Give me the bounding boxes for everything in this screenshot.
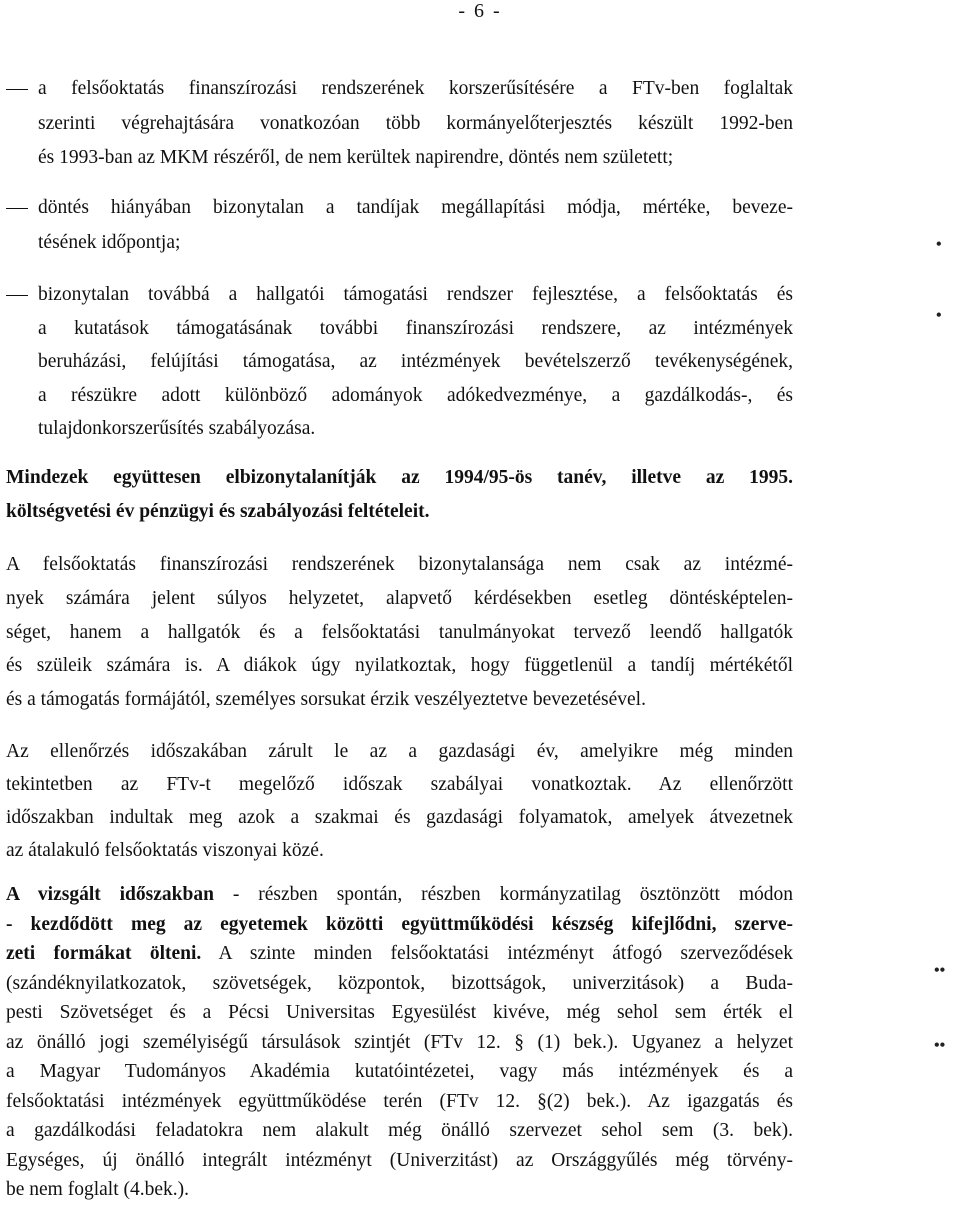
paragraph-line: felsőoktatási intézmények együttműködése terén (FTv 12. §(2) bek.). Az igazgatás és [6, 1090, 793, 1112]
paragraph-line: nyek számára jelent súlyos helyzetet, alapvető kérdésekben esetleg döntésképtelen- [6, 588, 793, 609]
bullet-line: a felsőoktatás finanszírozási rendszerének korszerűsítésére a FTv-ben foglaltak [6, 77, 793, 101]
emphasis-text: A vizsgált időszakban [6, 884, 214, 905]
paragraph-line: zeti formákat ölteni. A szinte minden felsőoktatási intézményt átfogó szerveződések [6, 943, 793, 964]
dash-icon [6, 295, 28, 296]
bullet-line: és 1993-ban az MKM részéről, de nem kerültek napirendre, döntés nem született; [38, 147, 674, 168]
paragraph-line: és szüleik számára is. A diákok úgy nyilatkoztak, hogy függetlenül a tandíj mértékétől [6, 655, 793, 676]
bullet-line: szerinti végrehajtására vonatkozóan több kormányelőterjesztés készült 1992-ben [38, 113, 793, 134]
paragraph-line: A vizsgált időszakban - részben spontán, részben kormányzatilag ösztönzött módon [6, 884, 793, 905]
summary-line: Mindezek együttesen elbizonytalanítják az 1994/95-ös tanév, illetve az 1995. [6, 467, 793, 488]
bullet-line: beruházási, felújítási támogatása, az intézmények bevételszerző tevékenységének, [38, 351, 793, 372]
margin-mark: •• [934, 1037, 946, 1054]
paragraph-line: pesti Szövetséget és a Pécsi Universitas Egyesülést kivéve, még sehol sem érték el [6, 1002, 793, 1023]
margin-mark: •• [934, 962, 946, 979]
dash-icon [6, 208, 28, 209]
dash-icon [6, 89, 28, 90]
paragraph-line: az önálló jogi személyiségű társulások szintjét (FTv 12. § (1) bek.). Ugyanez a helyzet [6, 1031, 793, 1053]
bullet-line: bizonytalan továbbá a hallgatói támogatási rendszer fejlesztése, a felsőoktatás és [6, 283, 793, 307]
page-number: - 6 - [458, 0, 502, 22]
bullet-line: a kutatások támogatásának további finanszírozási rendszere, az intézmények [38, 318, 793, 339]
bullet-line: tulajdonkorszerűsítés szabályozása. [38, 418, 316, 439]
paragraph-line: Egységes, új önálló integrált intézményt (Univerzitást) az Országgyűlés még törvény- [6, 1149, 793, 1171]
emphasis-text: zeti formákat ölteni. [6, 943, 202, 964]
margin-mark: • [936, 307, 942, 324]
paragraph-line: A felsőoktatás finanszírozási rendszerének bizonytalansága nem csak az intézmé- [6, 554, 793, 575]
paragraph-line: tekintetben az FTv-t megelőző időszak szabályai vonatkoztak. Az ellenőrzött [6, 774, 793, 795]
paragraph-line: a Magyar Tudományos Akadémia kutatóintézetei, vagy más intézmények és a [6, 1061, 793, 1082]
bullet-line: tésének időpontja; [38, 232, 181, 253]
paragraph-line: időszakban indultak meg azok a szakmai és gazdasági folyamatok, amelyek átvezetnek [6, 807, 793, 828]
paragraph-line: és a támogatás formájától, személyes sorsukat érzik veszélyeztetve bevezetésével. [6, 689, 646, 710]
summary-line: költségvetési év pénzügyi és szabályozási feltételeit. [6, 501, 430, 522]
margin-mark: • [936, 236, 942, 253]
paragraph-line: be nem foglalt (4.bek.). [6, 1179, 190, 1200]
bullet-line: döntés hiányában bizonytalan a tandíjak megállapítási módja, mértéke, beveze- [6, 196, 793, 220]
paragraph-line: Az ellenőrzés időszakában zárult le az a gazdasági év, amelyikre még minden [6, 741, 793, 762]
paragraph-line: az átalakuló felsőoktatás viszonyai közé. [6, 840, 324, 861]
paragraph-line: a gazdálkodási feladatokra nem alakult még önálló szervezet sehol sem (3. bek). [6, 1120, 793, 1141]
paragraph-line: séget, hanem a hallgatók és a felsőoktatási tanulmányokat tervező leendő hallgatók [6, 622, 793, 643]
paragraph-line: (szándéknyilatkozatok, szövetségek, központok, bizottságok, univerzitások) a Buda- [6, 972, 793, 994]
paragraph-line: - kezdődött meg az egyetemek közötti együttműködési készség kifejlődni, szerve- [6, 913, 793, 935]
bullet-line: a részükre adott különböző adományok adókedvezménye, a gazdálkodás-, és [38, 385, 793, 406]
